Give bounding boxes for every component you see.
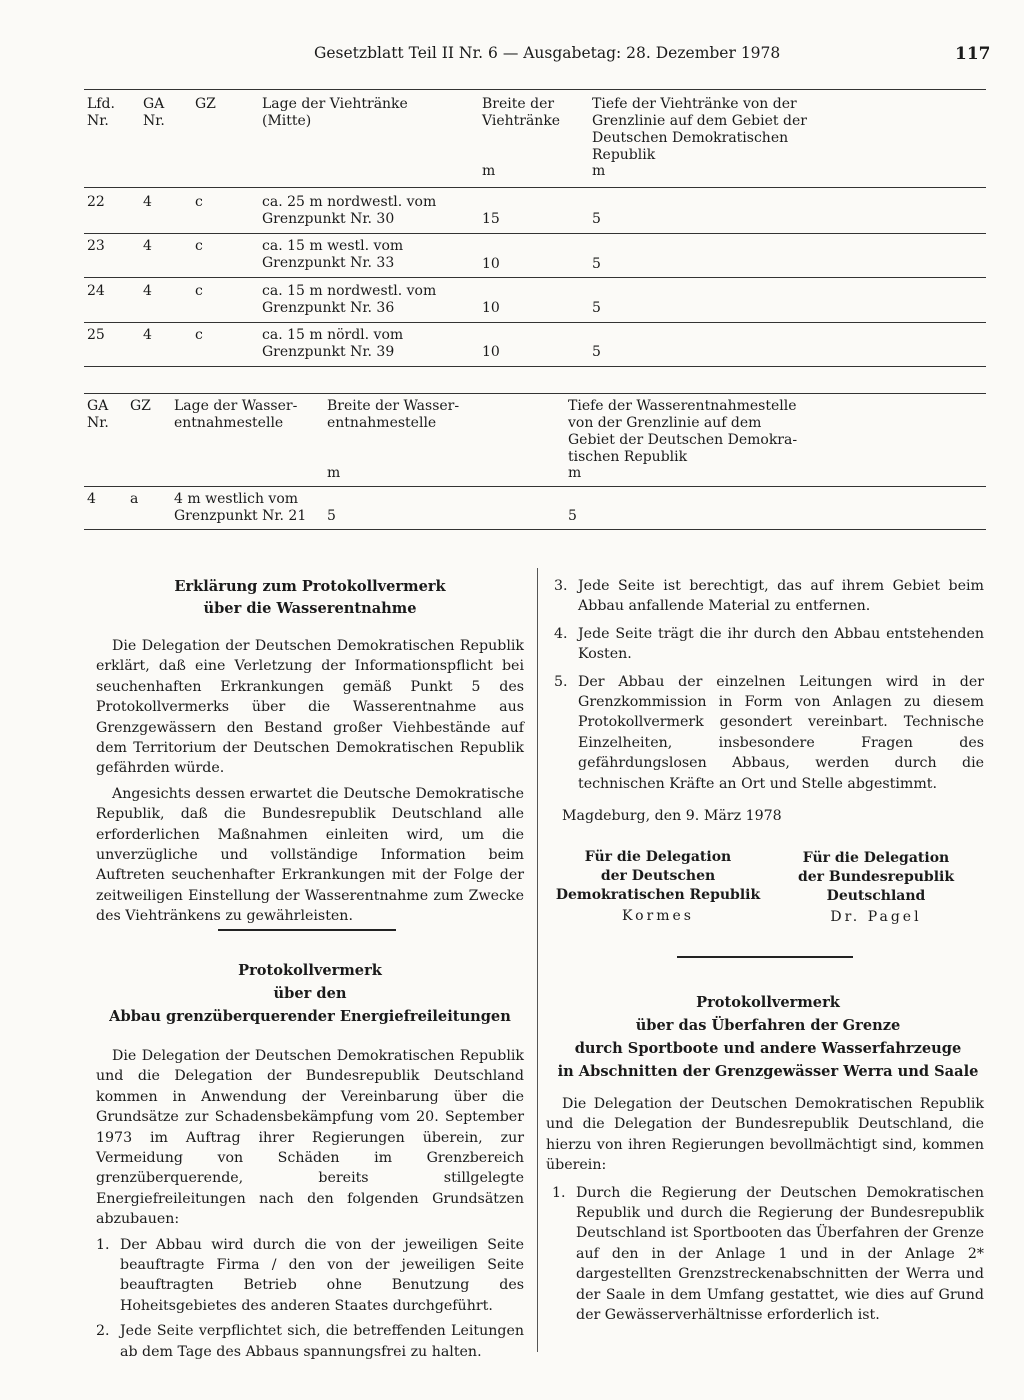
table-row-gz: c [195,238,203,254]
signatory-name: Kormes [622,908,694,924]
table-row-tiefe: 5 [592,300,601,316]
place-date: Magdeburg, den 9. März 1978 [562,808,782,824]
table-row-lage: ca. 15 m nordwestl. vom Grenzpunkt Nr. 36 [262,283,437,316]
col-header-ga: GA Nr. [143,96,165,129]
col-header-gz: GZ [195,96,216,112]
col-header-breite: Breite der Viehtränke [482,96,561,129]
list-text: Jede Seite trägt die ihr durch den Abbau entstehenden Kosten. [578,625,984,663]
table-row-ga: 4 [143,327,152,343]
table-row-tiefe: 5 [592,256,601,272]
right-column-text [554,576,984,794]
table-row-lage: ca. 25 m nordwestl. vom Grenzpunkt Nr. 30 [262,194,437,227]
running-header: Gesetzblatt Teil II Nr. 6 — Ausgabetag: 28. Dezember 1978 [314,44,781,62]
col-header-lage: Lage der Wasser- entnahmestelle [174,398,298,431]
list-number: 3. [554,578,568,594]
col-header-tiefe-unit: m [592,163,606,179]
table-bottom-rule [84,529,986,530]
paragraph: Die Delegation der Deutschen Demokratischen Republik und die Delegation der Bundesrepublik Deutschland, die hierzu von ihren Regierungen bevollmächtigt sind, kommen überein: [546,1096,984,1174]
table-row-lfd: 25 [87,327,105,343]
table-row-lage: ca. 15 m nördl. vom Grenzpunkt Nr. 39 [262,327,404,360]
list-number: 5. [554,673,568,690]
table-row-ga: 4 [143,194,152,210]
table-row-ga: 4 [87,491,96,507]
header-rule [84,89,986,90]
left-column-text [96,636,524,927]
signature-block-ddr: Für die Delegation der Deutschen Demokratischen Republik Kormes [548,848,768,926]
table-row-tiefe: 5 [568,508,577,524]
list-number: 1. [552,1184,566,1201]
list-text: Der Abbau wird durch die von der jeweiligen Seite beauftragte Firma / den von der jeweiligen Seite beauftragten Betrieb ohne Benutzung des Hoheitsgebietes des anderen Staates durchgeführt. [120,1236,524,1314]
table-row-tiefe: 5 [592,211,601,227]
left-column-text-2 [96,1046,524,1362]
table-row-gz: c [195,327,203,343]
list-item [554,672,984,794]
col-header-tiefe-unit: m [568,465,582,481]
col-header-breite-unit: m [327,465,341,481]
col-header-tiefe: Tiefe der Wasserentnahmestelle von der Grenzlinie auf dem Gebiet der Deutschen Demokra- tischen Republik [568,398,798,465]
list-text: Jede Seite ist berechtigt, das auf ihrem Gebiet beim Abbau anfallende Material zu entfernen. [578,578,984,615]
row-rule [84,277,986,278]
section-divider [677,956,853,958]
table-row-ga: 4 [143,283,152,299]
list-item [96,1321,524,1362]
list-number: 2. [96,1323,110,1340]
col-header-gz: GZ [130,398,151,414]
list-item [546,1183,984,1326]
table-row-ga: 4 [143,238,152,254]
col-header-tiefe: Tiefe der Viehtränke von der Grenzlinie auf dem Gebiet der Deutschen Demokratischen Republik [592,96,807,163]
table-header-rule [84,486,986,487]
signatory-name: Dr. Pagel [830,909,922,925]
section-title-energiefreileitungen: Protokollvermerk über den Abbau grenzüberquerender Energiefreileitungen [109,962,511,1025]
list-text: Der Abbau der einzelnen Leitungen wird in der Grenzkommission in Form von Anlagen zu diesem Protokollvermerk gesondert vereinbart. Technische Einzelheiten, insbesondere Fragen des gefährdungslosen Abbaus, werden durch die technischen Kräfte an Ort und Stelle abgestimmt. [578,673,984,792]
table-row-tiefe: 5 [592,344,601,360]
row-rule [84,322,986,323]
table-header-rule [84,187,986,188]
table-row-breite: 5 [327,508,336,524]
list-number: 1. [96,1236,110,1253]
col-header-lfd: Lfd. Nr. [87,96,115,129]
list-item [554,624,984,665]
table-row-lfd: 22 [87,194,105,210]
list-text: Durch die Regierung der Deutschen Demokratischen Republik und durch die Regierung der Bundesrepublik Deutschland ist Sportbooten das Überfahren der Grenze auf den in der Anlage 1 und in der Anlage 2* dargestellten Grenzstreckenabschnitten der Werra und der Saale in dem Umfang gestattet, wie dies auf Grund der Gewässerverhältnisse erforderlich ist. [576,1184,984,1324]
table-row-breite: 10 [482,256,500,272]
table-row-lage: 4 m westlich vom Grenzpunkt Nr. 21 [174,491,307,524]
table-row-breite: 10 [482,344,500,360]
column-divider [537,568,538,1352]
col-header-breite: Breite der Wasser- entnahmestelle [327,398,460,431]
table-row-gz: c [195,194,203,210]
row-rule [84,366,986,367]
table-row-lage: ca. 15 m westl. vom Grenzpunkt Nr. 33 [262,238,404,271]
table-row-breite: 10 [482,300,500,316]
table-row-gz: c [195,283,203,299]
section-title-erklaerung: Erklärung zum Protokollvermerk über die Wasserentnahme [174,578,446,617]
list-item [554,576,984,617]
paragraph: Die Delegation der Deutschen Demokratischen Republik und die Delegation der Bundesrepublik Deutschland kommen in Anwendung der Vereinbarung über die Grundsätze zur Schadensbekämpfung vom 20. September 1973 im Auftrag ihrer Regierungen überein, zur Vermeidung von Schäden im Grenzbereich grenzüberquerende, bereits stillgelegte Energiefreileitungen nach den folgenden Grundsätzen abzubauen: [96,1048,524,1228]
table-row-gz: a [130,491,139,507]
list-number: 4. [554,625,568,642]
section-divider [218,929,396,931]
paragraph: Angesichts dessen erwartet die Deutsche Demokratische Republik, daß die Bundesrepublik Deutschland alle erforderlichen Maßnahmen einleiten wird, um die unverzügliche und vollständige Information beim Auftreten seuchenhafter Erkrankungen mit der Folge der zeitweiligen Einstellung der Wasserentnahme zum Zwecke des Viehtränkens zu gewährleisten. [96,785,524,925]
table-row-breite: 15 [482,211,500,227]
table-row-lfd: 23 [87,238,105,254]
section-title-sportboote: Protokollvermerk über das Überfahren der Grenze durch Sportboote und andere Wasserfahrzeuge in Abschnitten der Grenzgewässer Werra und Saale [557,994,979,1080]
paragraph: Die Delegation der Deutschen Demokratischen Republik erklärt, daß eine Verletzung der Informationspflicht bei seuchenhaften Erkrankungen gemäß Punkt 5 des Protokollvermerks über die Wasserentnahme aus Grenzgewässern den Bestand großer Viehbestände auf dem Territorium der Deutschen Demokratischen Republik gefährden würde. [96,638,524,777]
col-header-lage: Lage der Viehtränke (Mitte) [262,96,408,129]
list-item [96,1235,524,1317]
table-row-lfd: 24 [87,283,105,299]
page-number: 117 [955,44,991,64]
col-header-breite-unit: m [482,163,496,179]
signature-block-brd: Für die Delegation der Bundesrepublik Deutschland Dr. Pagel [776,849,976,927]
col-header-ga: GA Nr. [87,398,109,431]
row-rule [84,233,986,234]
right-column-text-2 [546,1094,984,1325]
list-text: Jede Seite verpflichtet sich, die betreffenden Leitungen ab dem Tage des Abbaus spannungsfrei zu halten. [120,1323,524,1360]
table-top-rule [84,393,986,394]
